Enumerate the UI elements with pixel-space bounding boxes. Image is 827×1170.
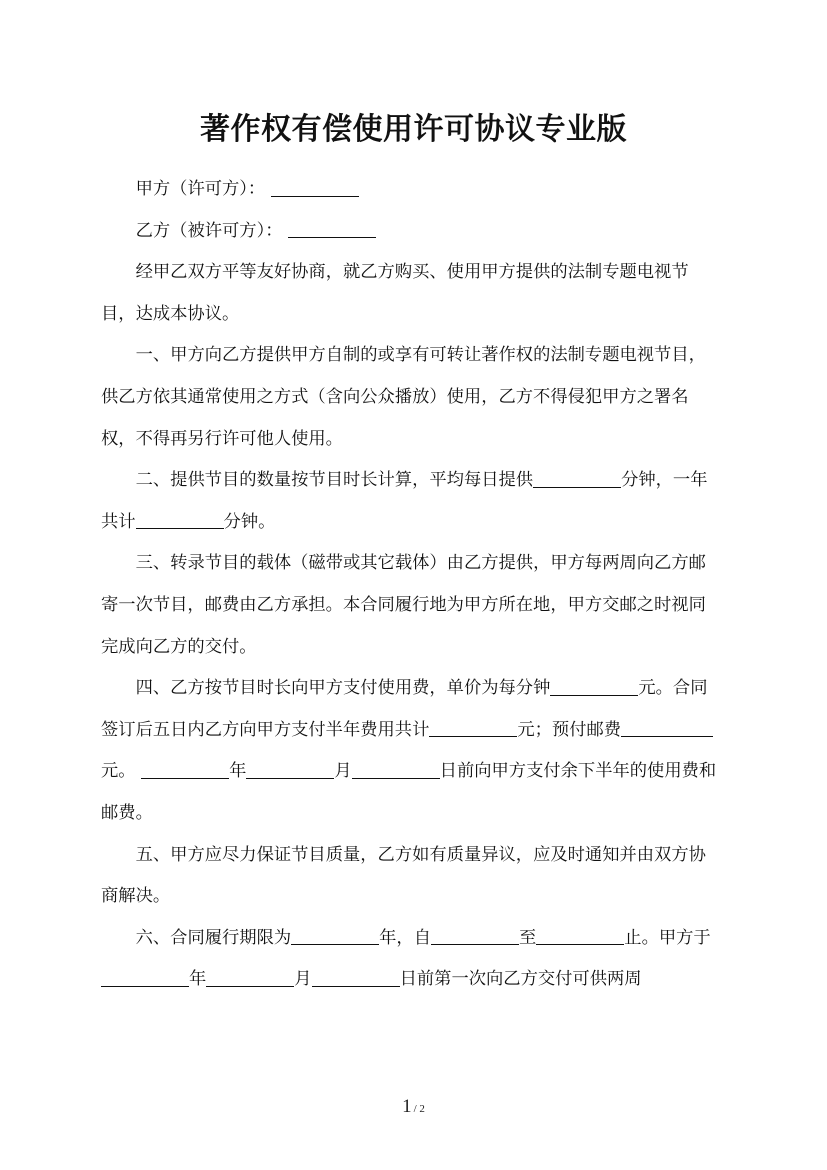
page-footer — [0, 1096, 827, 1118]
clause-2-text-1: 二、提供节目的数量按节目时长计算，平均每日提供 — [135, 470, 534, 491]
party-b-label: 乙方（被许可方）： — [135, 220, 283, 241]
term-years-blank — [291, 926, 379, 945]
clause-6-text-2: 年，自 — [379, 927, 431, 948]
daily-minutes-blank — [533, 469, 621, 488]
unit-price-blank — [550, 677, 638, 696]
term-end-blank — [536, 926, 624, 945]
party-a-blank — [271, 177, 359, 196]
half-year-fee-blank — [429, 718, 517, 737]
clause-6-text-5: 年 — [189, 969, 207, 990]
delivery-year-blank — [101, 968, 189, 987]
clause-6 — [101, 918, 723, 1001]
clause-4-text-2: 元。合同签订后五日内乙方向甲方支付半年费用共计 — [101, 678, 708, 740]
page-number: 1 — [402, 1096, 412, 1117]
yearly-minutes-blank — [136, 510, 224, 529]
document-body — [101, 169, 723, 1001]
clause-6-text-6: 月 — [294, 969, 312, 990]
clause-6-text-1: 六、合同履行期限为 — [135, 927, 292, 948]
pay-year-blank — [141, 760, 229, 779]
delivery-day-blank — [312, 968, 400, 987]
party-a-line — [101, 169, 723, 211]
page-total: / 2 — [413, 1103, 425, 1115]
clause-2 — [101, 460, 723, 543]
party-b-blank — [288, 219, 376, 238]
clause-6-text-7: 日前第一次向乙方交付可供两周 — [399, 969, 642, 990]
clause-4-text-4: 元。 — [101, 761, 136, 782]
clause-1: 一、甲方向乙方提供甲方自制的或享有可转让著作权的法制专题电视节目，供乙方依其通常使用之方式（含向公众播放）使用，乙方不得侵犯甲方之署名权，不得再另行许可他人使用。 — [101, 345, 706, 449]
party-a-label: 甲方（许可方）： — [135, 179, 266, 199]
postage-blank — [625, 718, 713, 737]
clause-4-text-1: 四、乙方按节目时长向甲方支付使用费，单价为每分钟 — [135, 678, 551, 699]
clause-6-text-4: 止。甲方于 — [624, 927, 711, 948]
pay-month-blank — [246, 760, 334, 779]
clause-4-text-6: 月 — [334, 761, 352, 782]
document-title: 著作权有偿使用许可协议专业版 — [200, 112, 627, 147]
clause-5: 五、甲方应尽力保证节目质量，乙方如有质量异议，应及时通知并由双方协商解决。 — [101, 844, 706, 907]
clause-4 — [101, 668, 723, 834]
intro-paragraph: 经甲乙双方平等友好协商，就乙方购买、使用甲方提供的法制专题电视节目，达成本协议。 — [101, 262, 689, 324]
clause-3: 三、转录节目的载体（磁带或其它载体）由乙方提供，甲方每两周向乙方邮寄一次节目，邮费由乙方承担。本合同履行地为甲方所在地，甲方交邮之时视同完成向乙方的交付。 — [101, 553, 706, 657]
delivery-month-blank — [206, 968, 294, 987]
pay-day-blank — [352, 760, 440, 779]
clause-4-text-7: 日前向甲方支付余下半年的使用费和邮费。 — [101, 761, 717, 823]
term-start-blank — [431, 926, 519, 945]
clause-2-text-2: 分钟，一年共计 — [101, 470, 708, 532]
clause-4-text-3: 元；预付邮费 — [517, 719, 622, 740]
clause-4-text-5: 年 — [229, 761, 247, 782]
party-b-line — [101, 211, 723, 253]
clause-6-text-3: 至 — [519, 927, 537, 948]
clause-2-text-3: 分钟。 — [223, 511, 276, 532]
